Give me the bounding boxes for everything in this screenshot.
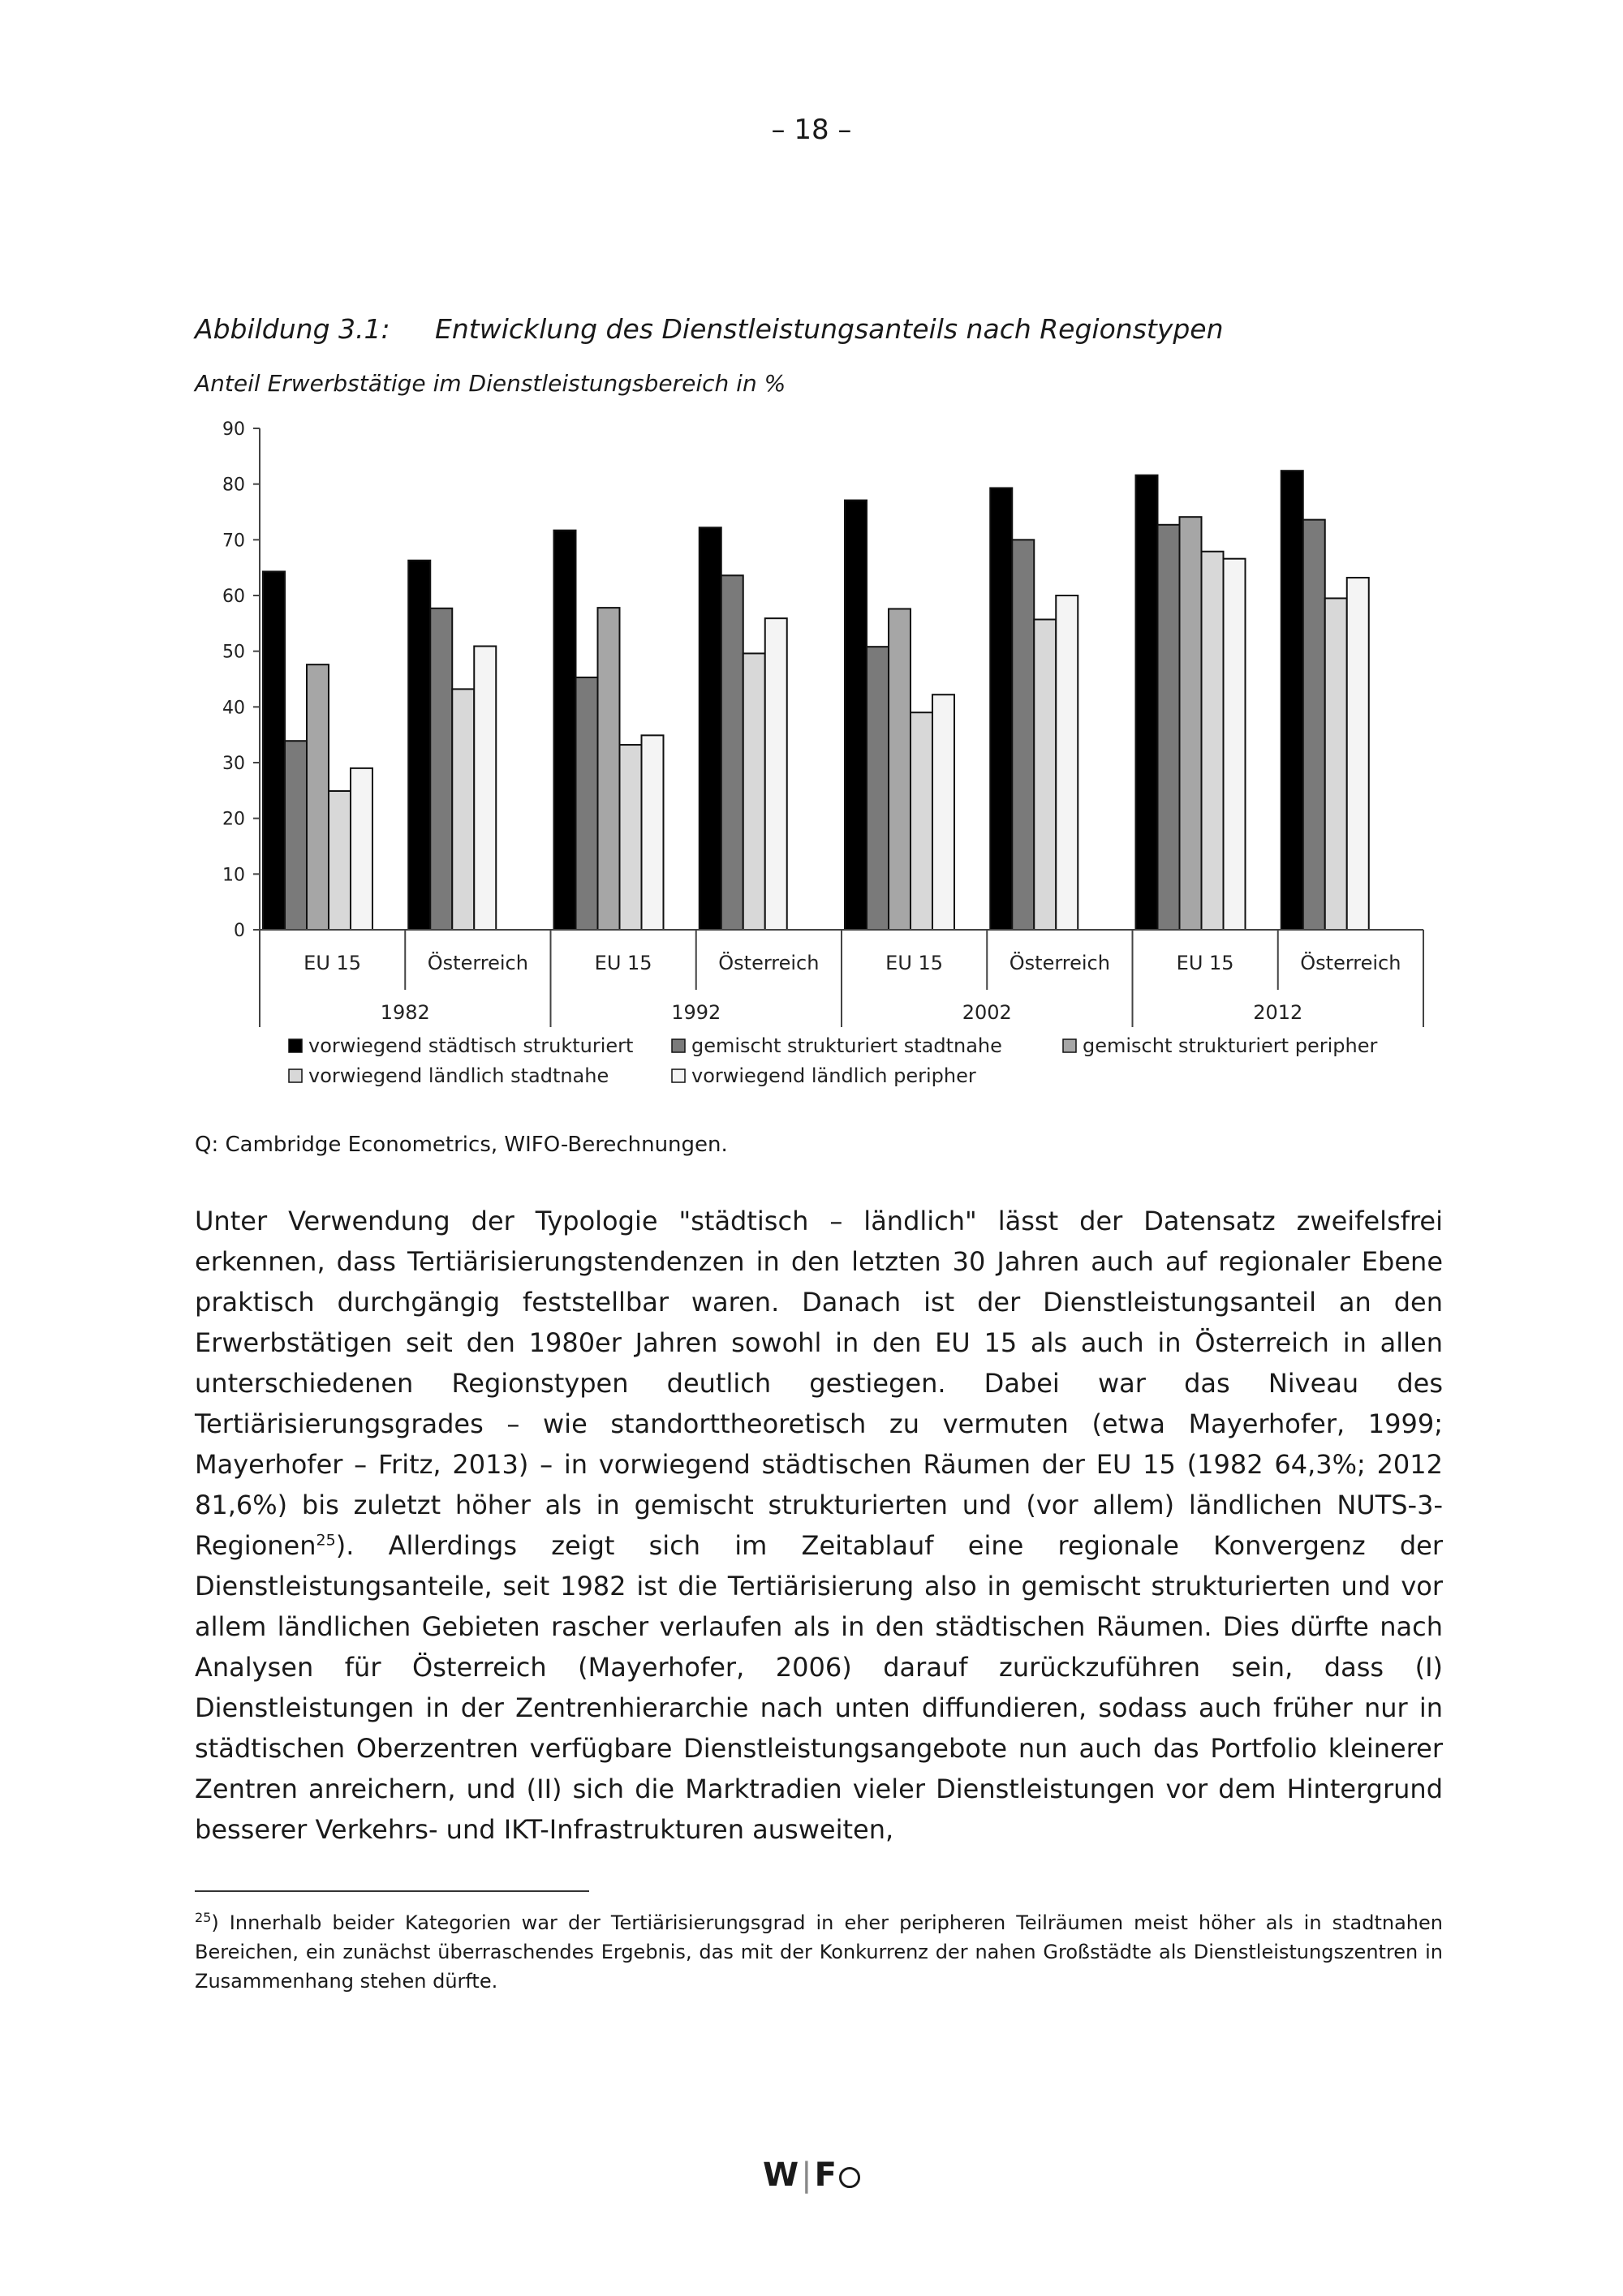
y-tick-label: 90 — [222, 419, 245, 440]
bar — [1012, 540, 1034, 930]
y-tick-label: 60 — [222, 587, 245, 607]
legend-entry: vorwiegend ländlich stadtnahe — [308, 1064, 609, 1087]
y-tick-label: 80 — [222, 475, 245, 496]
legend-swatch — [289, 1069, 302, 1082]
legend-swatch — [672, 1069, 685, 1082]
bar — [889, 608, 911, 930]
bar — [700, 527, 721, 930]
legend-entry: gemischt strukturiert peripher — [1083, 1034, 1378, 1057]
logo-ring-icon — [839, 2167, 860, 2188]
group-label: 1982 — [380, 1001, 430, 1024]
bar — [576, 677, 598, 930]
bar — [1281, 471, 1303, 930]
legend-swatch — [672, 1039, 685, 1052]
bar — [1303, 520, 1325, 930]
bar — [430, 608, 452, 930]
footnote-divider — [195, 1890, 589, 1892]
footnote-text: ) Innerhalb beider Kategorien war der Tertiärisierungsgrad in eher peripheren Teilräumen meist höher als in stadtnahen Bereichen, ein zunächst überraschendes Ergebnis, das mit der Konkurrenz der nahen Großstädte als Dienstleistungszentren in Zusammenhang stehen dürfte. — [195, 1911, 1443, 1993]
category-label: Österreich — [1009, 952, 1110, 974]
bar — [1180, 517, 1202, 930]
bar — [285, 741, 307, 930]
y-tick-label: 0 — [234, 921, 245, 941]
bar — [329, 791, 351, 930]
legend-entry: vorwiegend städtisch strukturiert — [308, 1034, 634, 1057]
bar — [911, 712, 932, 930]
y-tick-label: 70 — [222, 531, 245, 552]
body-text-part-2: ). Allerdings zeigt sich im Zeitablauf eine regionale Konvergenz der Dienstleistungsanteile, seit 1982 ist die Tertiärisierung also in gemischt strukturierten und vor allem ländlichen Gebieten rascher verlaufen als in den städtischen Räumen. Dies dürfte nach Analysen für Österreich (Mayerhofer, 2006) darauf zurückzuführen sein, dass (I) Dienstleistungen in der Zentrenhierarchie nach unten diffundieren, sodass auch früher nur in städtischen Oberzentren verfügbare Dienstleistungsangebote nun auch das Portfolio kleinerer Zentren anreichern, und (II) sich die Marktradien vieler Dienstleistungen vor dem Hintergrund besserer Verkehrs- und IKT-Infrastrukturen ausweiten, — [195, 1530, 1443, 1845]
logo-divider: | — [801, 2156, 813, 2194]
y-tick-label: 50 — [222, 642, 245, 663]
legend-entry: vorwiegend ländlich peripher — [691, 1064, 976, 1087]
bar — [642, 735, 664, 930]
legend-entry: gemischt strukturiert stadtnahe — [691, 1034, 1002, 1057]
group-label: 2002 — [962, 1001, 1012, 1024]
category-label: Österreich — [427, 952, 528, 974]
category-label: EU 15 — [885, 952, 944, 974]
footnote — [195, 1908, 1443, 1996]
figure-subtitle: Anteil Erwerbstätige im Dienstleistungsbereich in % — [195, 370, 786, 397]
bar — [351, 768, 372, 930]
bar — [721, 575, 743, 930]
bar — [598, 608, 620, 930]
bar — [932, 694, 954, 930]
figure-title: Entwicklung des Dienstleistungsanteils nach Regionstypen — [435, 313, 1224, 345]
y-tick-label: 20 — [222, 809, 245, 830]
bar — [452, 689, 474, 930]
bar — [845, 501, 867, 930]
bar — [1136, 475, 1158, 930]
bar — [990, 488, 1012, 930]
category-label: EU 15 — [1176, 952, 1234, 974]
y-tick-label: 30 — [222, 754, 245, 774]
bar — [1347, 578, 1369, 930]
logo-letter-w: W — [763, 2156, 800, 2194]
bar-chart — [0, 0, 1623, 1120]
bar — [1224, 559, 1246, 930]
y-tick-label: 10 — [222, 865, 245, 886]
bar — [1056, 595, 1078, 930]
bar — [474, 646, 496, 930]
category-label: Österreich — [1300, 952, 1401, 974]
bar — [307, 664, 329, 930]
figure-label: Abbildung 3.1: — [195, 313, 390, 345]
group-label: 1992 — [671, 1001, 721, 1024]
bar — [408, 561, 430, 930]
y-tick-label: 40 — [222, 698, 245, 719]
bar — [1325, 598, 1347, 930]
bar — [1034, 620, 1056, 930]
category-label: EU 15 — [304, 952, 362, 974]
bar — [743, 653, 765, 930]
group-label: 2012 — [1253, 1001, 1303, 1024]
body-paragraph — [195, 1201, 1443, 1850]
category-label: EU 15 — [594, 952, 652, 974]
bar — [765, 618, 787, 930]
legend-swatch — [1063, 1039, 1076, 1052]
category-label: Österreich — [718, 952, 820, 974]
logo-letter-f: F — [814, 2156, 837, 2194]
bar — [1158, 525, 1180, 930]
legend-swatch — [289, 1039, 302, 1052]
footnote-reference: 25 — [316, 1531, 336, 1550]
bar — [554, 531, 576, 930]
body-text-part-1: Unter Verwendung der Typologie "städtisch – ländlich" lässt der Datensatz zweifelsfrei erkennen, dass Tertiärisierungstendenzen in den letzten 30 Jahren auch auf regionaler Ebene praktisch durchgängig feststellbar waren. Danach ist der Dienstleistungsanteil an den Erwerbstätigen seit den 1980er Jahren sowohl in den EU 15 als auch in Österreich in allen unterschiedenen Regionstypen deutlich gestiegen. Dabei war das Niveau des Tertiärisierungsgrades – wie standorttheoretisch zu vermuten (etwa Mayerhofer, 1999; Mayerhofer – Fritz, 2013) – in vorwiegend städtischen Räumen der EU 15 (1982 64,3%; 2012 81,6%) bis zuletzt höher als in gemischt strukturierten und (vor allem) ländlichen NUTS-3-Regionen — [195, 1206, 1443, 1561]
bar — [620, 745, 642, 930]
bar — [1202, 552, 1224, 930]
bar — [867, 647, 889, 930]
source-note: Q: Cambridge Econometrics, WIFO-Berechnungen. — [195, 1133, 728, 1157]
wifo-logo — [0, 2156, 1623, 2194]
footnote-number: 25 — [195, 1910, 212, 1925]
page-number: – 18 – — [771, 114, 852, 146]
bar — [263, 571, 285, 930]
